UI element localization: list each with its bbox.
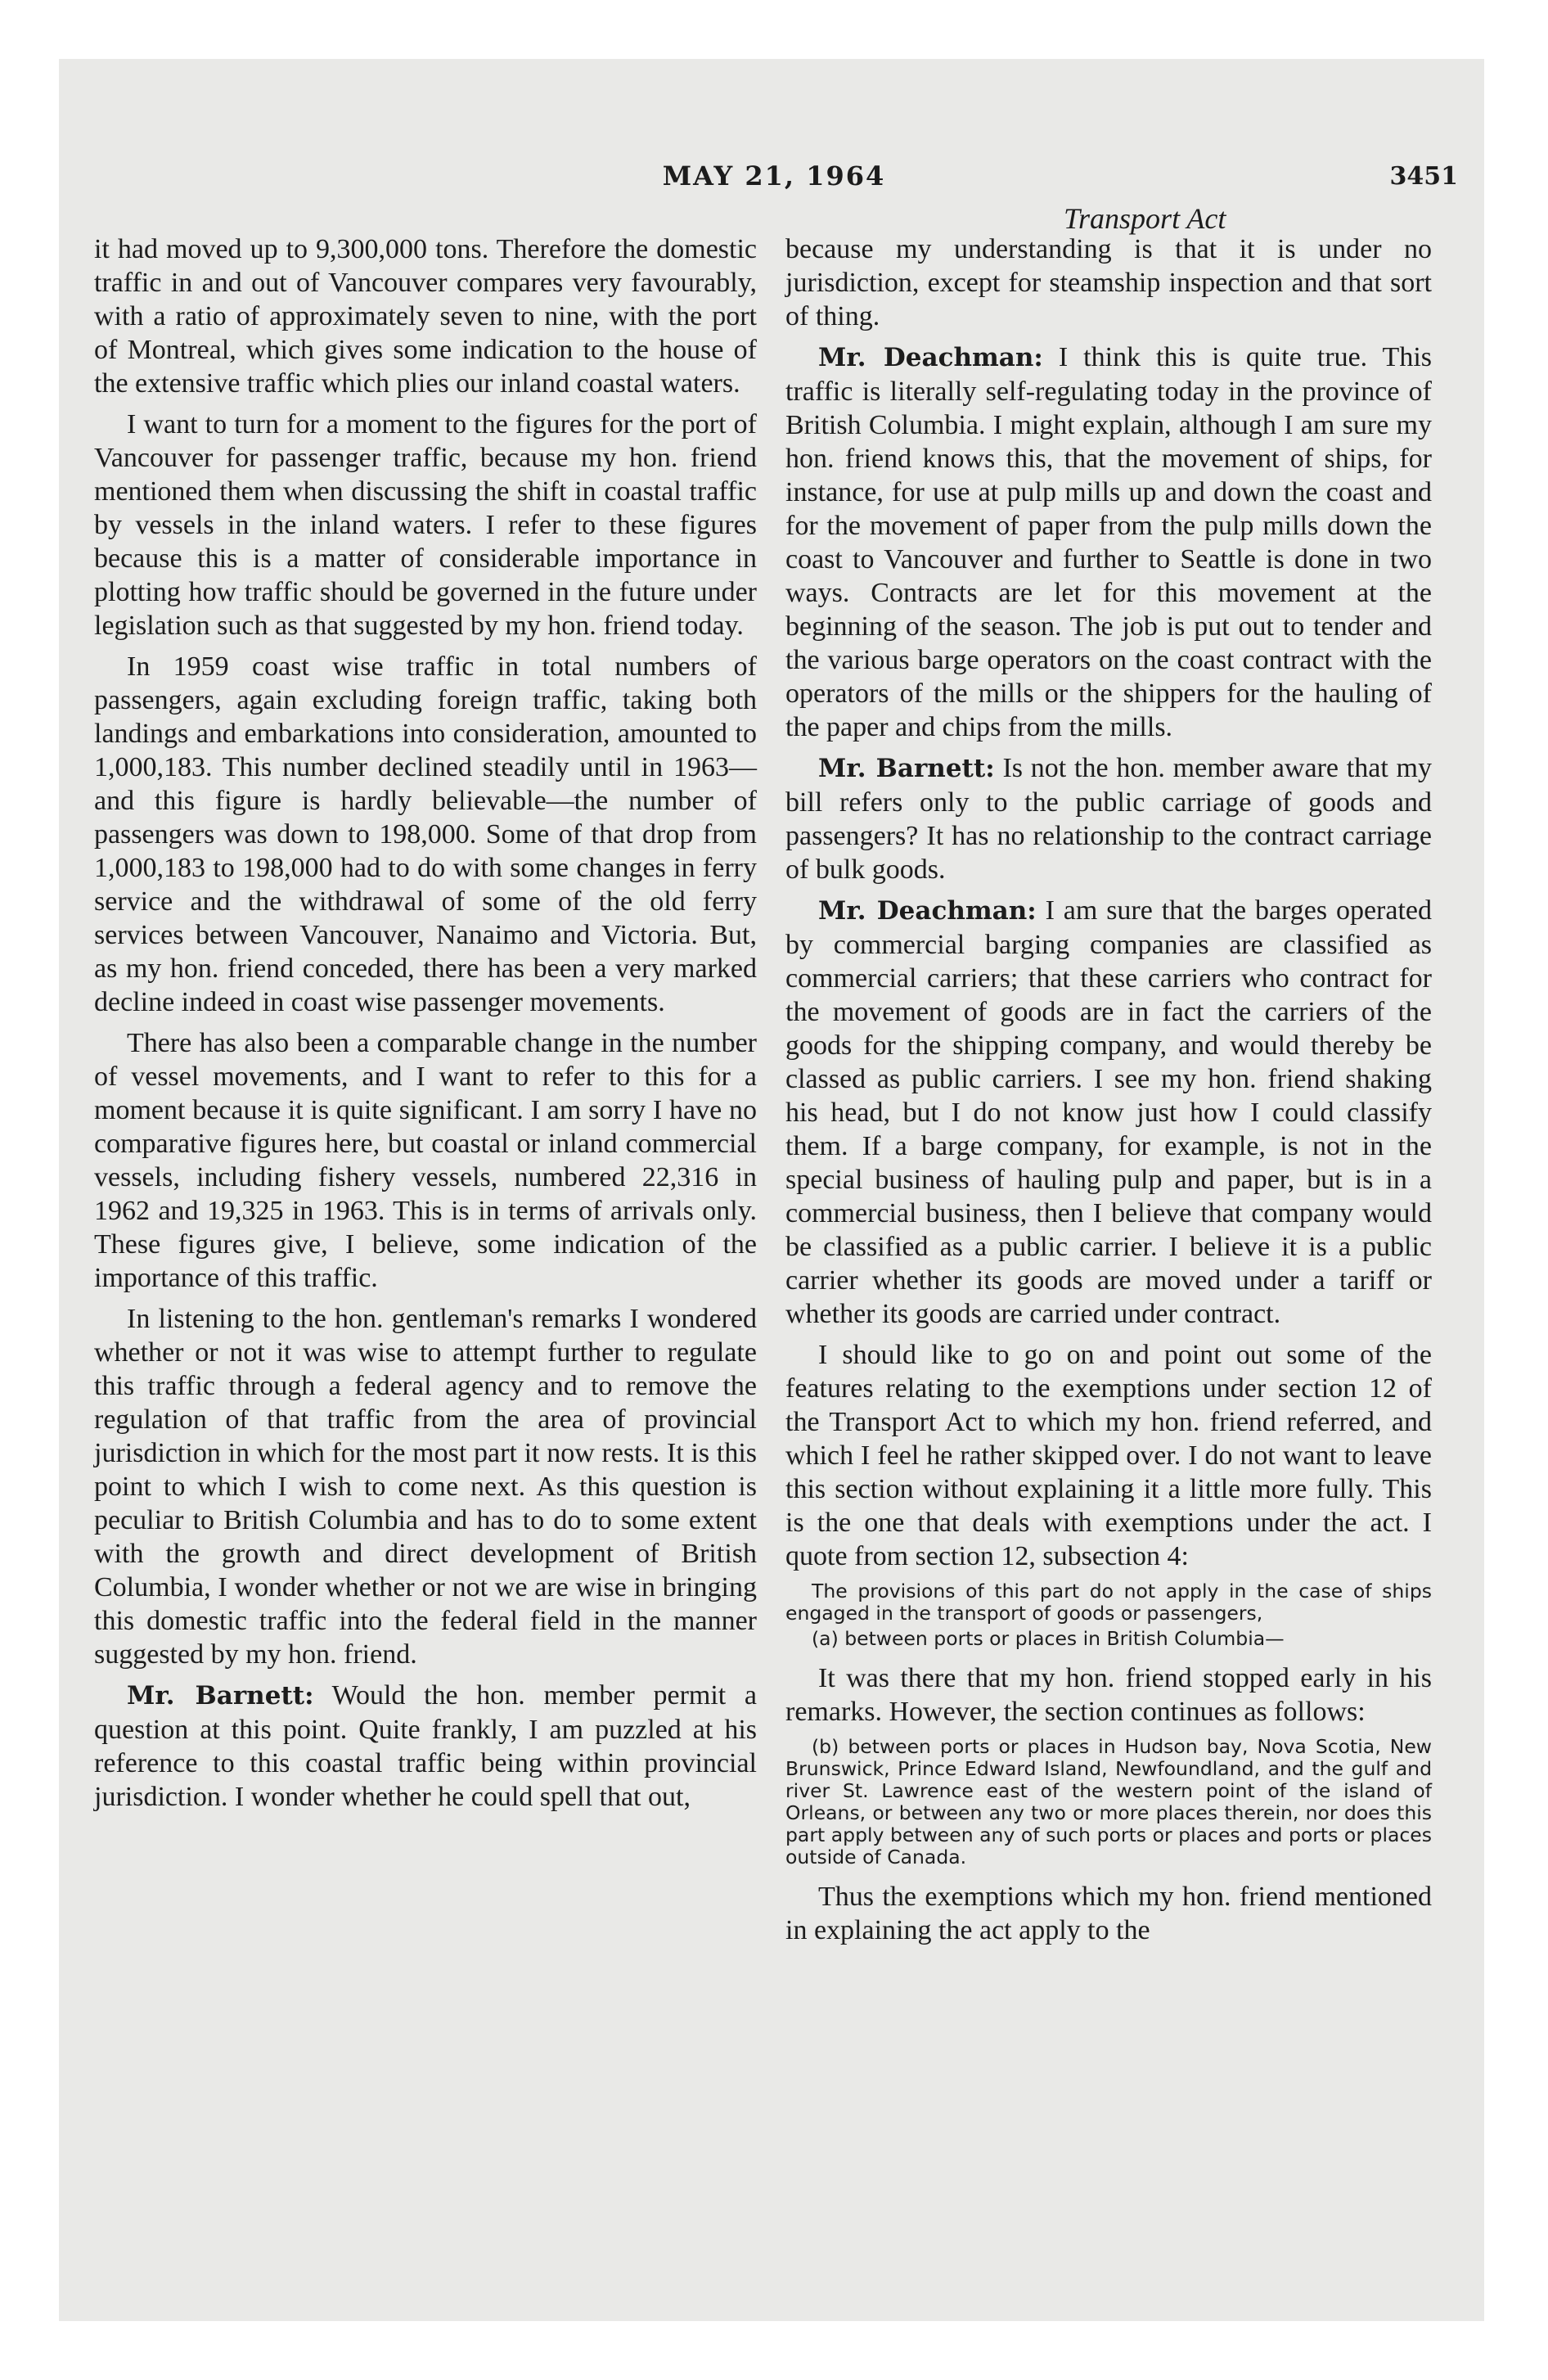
speaker-name: Mr. Deachman:	[818, 343, 1043, 372]
paragraph: I should like to go on and point out some of the features relating to the exemptions under section 12 of the Transport Act to which my hon. friend referred, and which I feel he rather skipped over. I do not want to leave this section without explaining it a little more fully. This is the one that deals with exemptions under the act. I quote from section 12, subsection 4:	[785, 1340, 1432, 1571]
paragraph: It was there that my hon. friend stopped early in his remarks. However, the section continues as follows:	[785, 1663, 1432, 1727]
speaker-name: Mr. Barnett:	[818, 754, 995, 783]
left-column	[94, 232, 757, 1821]
speech-text: I think this is quite true. This traffic is literally self-regulating today in the province of British Columbia. I might explain, although I am sure my hon. friend knows this, that the movement of ships, for instance, for use at pulp mills up and down the coast and for the movement of paper from the pulp mills down the coast to Vancouver and further to Seattle is done in two ways. Contracts are let for this movement at the beginning of the season. The job is put out to tender and the various barge operators on the coast contract with the operators of the mills or the shippers for the hauling of the paper and chips from the mills.	[785, 342, 1432, 742]
page-header	[0, 0, 1548, 246]
paragraph: Thus the exemptions which my hon. friend mentioned in explaining the act apply to the	[785, 1882, 1432, 1945]
quote-line: (b) between ports or places in Hudson bay, Nova Scotia, New Brunswick, Prince Edward Island, Newfoundland, and the gulf and river St. Lawrence east of the western point of the island of Orleans, or between any two or more places therein, nor does this part apply between any of such ports or places and ports or places outside of Canada.	[785, 1735, 1432, 1868]
paragraph: I want to turn for a moment to the figures for the port of Vancouver for passenger traffic, because my hon. friend mentioned them when discussing the shift in coastal traffic by vessels in the inland waters. I refer to these figures because this is a matter of considerable importance in plotting how traffic should be governed in the future under legislation such as that suggested by my hon. friend today.	[94, 409, 757, 641]
header-date: MAY 21, 1964	[662, 160, 886, 192]
right-column	[785, 232, 1432, 1954]
speech-paragraph	[785, 894, 1432, 1331]
speech-text: Would the hon. member permit a question at this point. Quite frankly, I am puzzled at his reference to this coastal traffic being within provincial jurisdiction. I wonder whether he could spell that out,	[94, 1680, 758, 1812]
paragraph: In 1959 coast wise traffic in total numbers of passengers, again excluding foreign traffic, taking both landings and embarkations into consideration, amounted to 1,000,183. This number declined steadily until in 1963—and this figure is hardly believable—the number of passengers was down to 198,000. Some of that drop from 1,000,183 to 198,000 had to do with some changes in ferry service and the withdrawal of some of the old ferry services between Vancouver, Nanaimo and Victoria. But, as my hon. friend conceded, there has been a very marked decline indeed in coast wise passenger movements.	[94, 651, 757, 1017]
section-title: Transport Act	[1064, 202, 1226, 235]
paragraph: because my understanding is that it is under no jurisdiction, except for steamship inspection and that sort of thing.	[785, 234, 1432, 331]
speech-paragraph	[94, 1679, 757, 1814]
speaker-name: Mr. Deachman:	[818, 896, 1037, 926]
speech-text: I am sure that the barges operated by commercial barging companies are classified as commercial carriers; that these carriers who contract for the movement of goods are in fact the carriers of the goods for the shipping company, and would thereby be classed as public carriers. I see my hon. friend shaking his head, but I do not know just how I could classify them. If a barge company, for example, is not in the special business of hauling pulp and paper, but is in a commercial business, then I believe that company would be classified as a public carrier. I believe it is a public carrier whether its goods are moved under a tariff or whether its goods are carried under contract.	[785, 895, 1432, 1329]
quote-line: (a) between ports or places in British Columbia—	[812, 1627, 1285, 1650]
quote-line: The provisions of this part do not apply in the case of ships engaged in the transport of goods or passengers,	[785, 1580, 1432, 1625]
speech-paragraph	[785, 751, 1432, 886]
speech-text: Is not the hon. member aware that my bill refers only to the public carriage of goods and passengers? It has no relationship to the contract carriage of bulk goods.	[785, 753, 1433, 885]
block-quote	[785, 1580, 1432, 1650]
paragraph: In listening to the hon. gentleman's remarks I wondered whether or not it was wise to attempt further to regulate this traffic through a federal agency and to remove the regulation of that traffic from the area of provincial jurisdiction in which for the most part it now rests. It is this point to which I wish to come next. As this question is peculiar to British Columbia and has to do to some extent with the growth and direct development of British Columbia, I wonder whether or not we are wise in bringing this domestic traffic into the federal field in the manner suggested by my hon. friend.	[94, 1304, 757, 1670]
block-quote	[785, 1736, 1432, 1868]
speech-paragraph	[785, 340, 1432, 744]
page-number: 3451	[1389, 162, 1458, 191]
paragraph: it had moved up to 9,300,000 tons. Therefore the domestic traffic in and out of Vancouver compares very favourably, with a ratio of approximately seven to nine, with the port of Montreal, which gives some indication to the house of the extensive traffic which plies our inland coastal waters.	[94, 234, 757, 399]
paragraph: There has also been a comparable change in the number of vessel movements, and I want to refer to this for a moment because it is quite significant. I am sorry I have no comparative figures here, but coastal or inland commercial vessels, including fishery vessels, numbered 22,316 in 1962 and 19,325 in 1963. This is in terms of arrivals only. These figures give, I believe, some indication of the importance of this traffic.	[94, 1028, 757, 1293]
speaker-name: Mr. Barnett:	[127, 1681, 314, 1711]
